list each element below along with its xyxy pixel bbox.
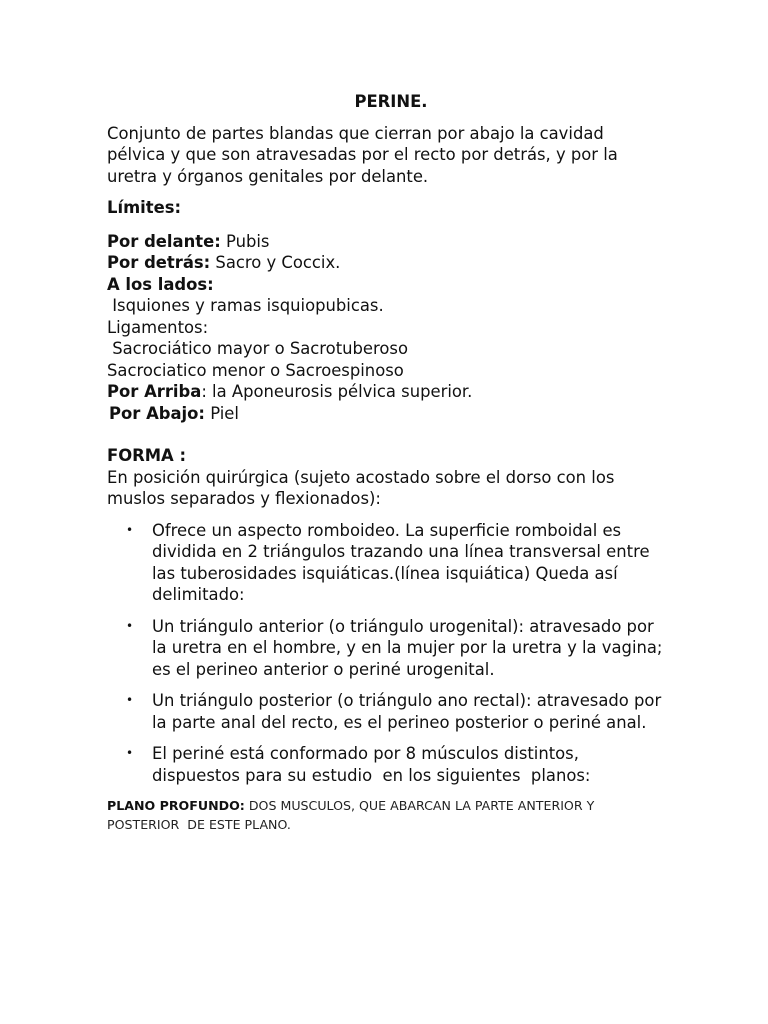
plano-text: DOS MUSCULOS, QUE ABARCAN LA PARTE ANTERIOR Y POSTERIOR DE ESTE PLANO.	[107, 798, 599, 832]
limit-top	[107, 381, 667, 403]
ligament-1: Sacrociático mayor o Sacrotuberoso	[107, 339, 408, 358]
bullet-icon: •	[126, 746, 134, 760]
forma-bullet-list	[107, 520, 667, 787]
document-title: PERINE.	[354, 92, 428, 111]
limit-back-label: Por detrás:	[107, 253, 211, 272]
list-item-text: Un triángulo anterior (o triángulo urogenital): atravesado por la uretra en el hombre, y en la mujer por la uretra y la vagina; es el perineo anterior o periné urogenital.	[152, 616, 663, 679]
limit-front-label: Por delante:	[107, 231, 221, 251]
list-item	[107, 520, 667, 606]
ligaments-label: Ligamentos:	[107, 317, 209, 337]
intro-paragraph: Conjunto de partes blandas que cierran por abajo la cavidad pélvica y que son atravesadas por el recto por detrás, y por la uretra y órganos genitales por delante.	[107, 123, 618, 186]
list-item-text: Un triángulo posterior (o triángulo ano rectal): atravesado por la parte anal del recto, es el perineo posterior o periné anal.	[152, 691, 662, 732]
limit-bottom-value: Piel	[204, 403, 239, 423]
document-page	[107, 91, 667, 834]
bullet-icon: •	[126, 618, 134, 633]
forma-text: En posición quirúrgica (sujeto acostado sobre el dorso con los muslos separados y flexionados):	[107, 467, 615, 508]
limit-sides-label: A los lados:	[107, 274, 214, 294]
limit-back	[107, 252, 667, 274]
limit-front	[107, 231, 667, 253]
list-item	[107, 690, 667, 733]
plano-profundo-paragraph	[107, 796, 667, 834]
ligament-2: Sacrociatico menor o Sacroespinoso	[107, 360, 404, 380]
plano-label: PLANO PROFUNDO:	[107, 798, 245, 813]
list-item	[107, 616, 667, 681]
limits-heading: Límites:	[107, 198, 182, 217]
forma-heading: FORMA :	[107, 446, 187, 465]
limit-bottom-label: Por Abajo:	[109, 403, 205, 423]
limit-top-value: : la Aponeurosis pélvica superior.	[201, 382, 473, 401]
list-item-text: El periné está conformado por 8 músculos distintos, dispuestos para su estudio en los siguientes planos:	[152, 744, 591, 785]
bullet-icon: •	[126, 522, 134, 537]
bullet-icon: •	[126, 693, 134, 707]
limits-list	[107, 231, 667, 425]
limit-sides-value: Isquiones y ramas isquiopubicas.	[107, 296, 384, 315]
list-item	[107, 743, 667, 786]
list-item-text: Ofrece un aspecto romboideo. La superficie romboidal es dividida en 2 triángulos trazando una línea transversal entre las tuberosidades isquiáticas.(línea isquiática) Queda así delimitado:	[152, 520, 650, 604]
limit-back-value: Sacro y Coccix.	[210, 253, 341, 272]
forma-section	[107, 445, 667, 786]
limit-front-value: Pubis	[220, 231, 270, 251]
limit-bottom	[107, 403, 667, 425]
limit-top-label: Por Arriba	[107, 382, 202, 401]
